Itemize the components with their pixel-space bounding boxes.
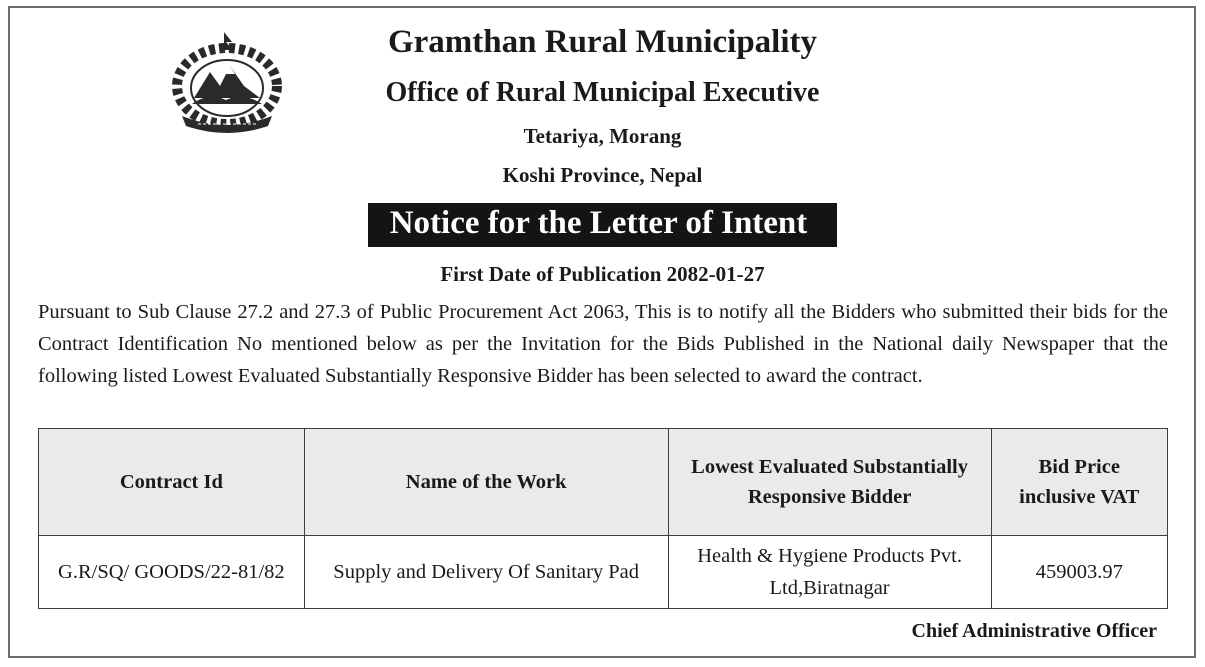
cell-contract-id: G.R/SQ/ GOODS/22-81/82 bbox=[39, 536, 305, 609]
office-location: Tetariya, Morang bbox=[523, 124, 682, 148]
header-bid-price: Bid Price inclusive VAT bbox=[991, 429, 1168, 536]
cell-bid-price: 459003.97 bbox=[991, 536, 1168, 609]
notice-title: Notice for the Letter of Intent bbox=[368, 203, 838, 247]
publication-date: First Date of Publication 2082-01-27 bbox=[440, 262, 765, 286]
header-bidder: Lowest Evaluated Substantially Responsive Bidder bbox=[668, 429, 991, 536]
notice-title-wrap bbox=[0, 203, 1205, 247]
office-name: Office of Rural Municipal Executive bbox=[385, 77, 820, 108]
cell-bidder: Health & Hygiene Products Pvt. Ltd,Biratnagar bbox=[668, 536, 991, 609]
table-header-row bbox=[39, 429, 1168, 536]
cell-work-name: Supply and Delivery Of Sanitary Pad bbox=[304, 536, 668, 609]
signature-title: Chief Administrative Officer bbox=[911, 620, 1157, 642]
office-province: Koshi Province, Nepal bbox=[502, 163, 703, 187]
header-contract-id: Contract Id bbox=[39, 429, 305, 536]
header-work-name: Name of the Work bbox=[304, 429, 668, 536]
municipality-name: Gramthan Rural Municipality bbox=[387, 24, 818, 60]
notice-body: Pursuant to Sub Clause 27.2 and 27.3 of Public Procurement Act 2063, This is to notify all the Bidders who submitted their bids for the Contract Identification No mentioned below as per the Invitation for the Bids Published in the National daily Newspaper that the following listed Lowest Evaluated Substantially Responsive Bidder has been selected to award the contract. bbox=[38, 301, 1168, 387]
bid-table bbox=[38, 428, 1168, 609]
table-row bbox=[39, 536, 1168, 609]
